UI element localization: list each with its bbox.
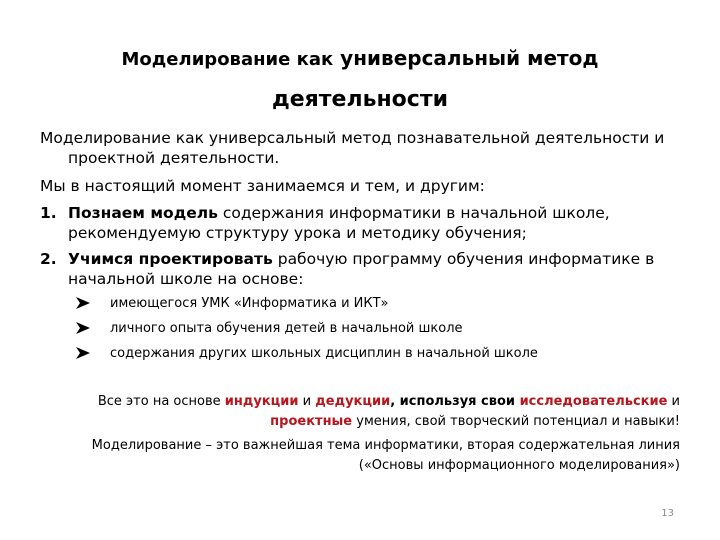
footer-line-2: («Основы информационного моделирования») <box>358 458 680 473</box>
list-item-bold: Учимся проектировать <box>68 250 273 268</box>
sub-item-disciplines <box>40 345 690 362</box>
page-number: 13 <box>661 508 674 519</box>
sub-item-text: содержания других школьных дисциплин в начальной школе <box>110 346 538 361</box>
list-item-number: 2. <box>40 250 57 268</box>
arrow-bullet-icon <box>76 347 90 359</box>
summary-text: и <box>667 394 680 409</box>
sub-list <box>40 295 690 362</box>
list-item-bold: Познаем модель <box>68 204 218 222</box>
slide-body <box>40 128 690 370</box>
list-item-number: 1. <box>40 204 57 222</box>
sub-item-text: имеющегося УМК «Информатика и ИКТ» <box>110 296 389 311</box>
highlight-project: проектные <box>270 414 353 429</box>
highlight-research: исследовательские <box>519 394 668 409</box>
list-item-text: содержания информатики в начальной школе, рекомендуемую структуру урока и методику обучения; <box>68 204 610 242</box>
title-line-2: деятельности <box>271 87 449 112</box>
sub-item-text: личного опыта обучения детей в начальной школе <box>110 321 463 336</box>
summary-text: и <box>298 394 316 409</box>
highlight-induction: индукции <box>224 394 299 409</box>
sub-item-experience <box>40 320 690 337</box>
list-item-1 <box>40 203 690 243</box>
highlight-deduction: дедукции <box>315 394 391 409</box>
summary-paragraph <box>60 392 680 432</box>
list-item-text: рабочую программу обучения информатике в начальной школе на основе: <box>68 250 655 288</box>
footer-line-1: Моделирование – это важнейшая тема информатики, вторая содержательная линия <box>91 438 680 453</box>
arrow-bullet-icon <box>76 322 90 334</box>
arrow-bullet-icon <box>76 297 90 309</box>
footer-paragraph <box>60 436 680 476</box>
intro-paragraph: Моделирование как универсальный метод познавательной деятельности и проектной деятельности. <box>40 129 665 167</box>
list-item-2 <box>40 249 690 289</box>
title-line-1 <box>40 44 680 74</box>
summary-line-1 <box>60 392 680 412</box>
slide-title <box>40 44 680 116</box>
intro-line-2: Мы в настоящий момент занимаемся и тем, и другим: <box>40 177 485 195</box>
title-part-2: универсальный метод <box>340 46 599 70</box>
title-part-1: Моделирование как <box>121 49 334 70</box>
summary-text-bold: , используя свои <box>390 394 520 409</box>
summary-text: Все это на основе <box>97 394 225 409</box>
summary-line-2 <box>60 412 680 432</box>
sub-item-umk <box>40 295 690 312</box>
summary-text: умения, свой творческий потенциал и навыки! <box>352 414 680 429</box>
